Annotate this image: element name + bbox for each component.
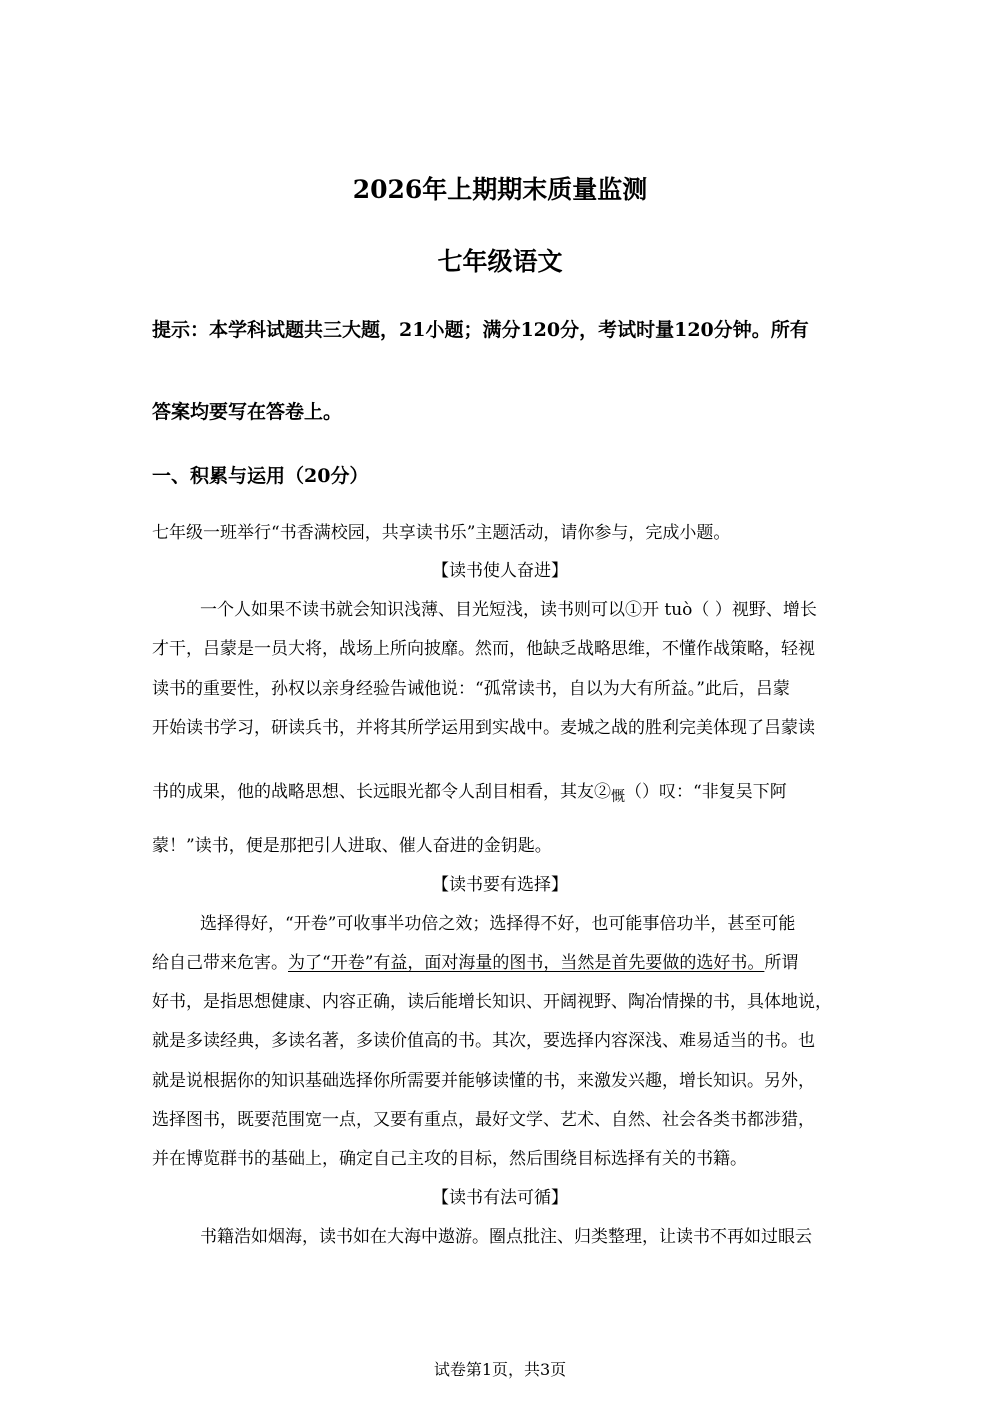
paragraph-line: 就是多读经典，多读名著，多读价值高的书。其次，要选择内容深浅、难易适当的书。也	[152, 1031, 815, 1051]
notice-line-1: 提示：本学科试题共三大题，21小题；满分120分，考试时量120分钟。所有	[152, 319, 809, 341]
part1-heading: 【读书使人奋进】	[432, 561, 568, 581]
line-text: 书的成果，他的战略思想、长远眼光都令人刮目相看，其友②	[152, 782, 611, 802]
line-text: 所谓	[764, 953, 799, 973]
paragraph-line: 才干，吕蒙是一员大将，战场上所向披靡。然而，他缺乏战略思维，不懂作战策略，轻视	[152, 639, 815, 659]
line-text: （）叹：“非复吴下阿	[625, 782, 787, 802]
paragraph-line: 蒙！”读书，便是那把引人进取、催人奋进的金钥匙。	[152, 836, 552, 856]
paragraph-line: 书籍浩如烟海，读书如在大海中遨游。圈点批注、归类整理，让读书不再如过眼云	[200, 1227, 812, 1247]
paragraph-line: 选择得好，“开卷”可收事半功倍之效；选择得不好，也可能事倍功半，甚至可能	[200, 914, 796, 934]
exam-title: 2026年上期期末质量监测	[352, 175, 648, 204]
underlined-sentence: 为了“开卷”有益，面对海量的图书，当然是首先要做的选好书。	[288, 953, 765, 973]
paragraph-line: 并在博览群书的基础上，确定自己主攻的目标，然后围绕目标选择有关的书籍。	[152, 1149, 747, 1169]
paragraph-line: 好书，是指思想健康、内容正确，读后能增长知识、开阔视野、陶冶情操的书，具体地说，	[152, 992, 832, 1012]
page-number: 试卷第1页，共3页	[433, 1360, 567, 1379]
part3-heading: 【读书有法可循】	[432, 1188, 568, 1208]
section-heading: 一、积累与运用（20分）	[152, 465, 369, 487]
paragraph-line: 一个人如果不读书就会知识浅薄、目光短浅，读书则可以①开 tuò（ ）视野、增长	[200, 600, 817, 620]
paragraph-line	[152, 948, 852, 973]
paragraph-line	[152, 777, 852, 805]
paragraph-line: 读书的重要性，孙权以亲身经验告诫他说：“孤常读书，自以为大有所益。”此后，吕蒙	[152, 679, 790, 699]
section-intro: 七年级一班举行“书香满校园，共享读书乐”主题活动，请你参与，完成小题。	[152, 523, 731, 543]
paragraph-line: 开始读书学习，研读兵书，并将其所学运用到实战中。麦城之战的胜利完美体现了吕蒙读	[152, 718, 815, 738]
part2-heading: 【读书要有选择】	[432, 875, 568, 895]
paragraph-line: 选择图书，既要范围宽一点，又要有重点，最好文学、艺术、自然、社会各类书都涉猎，	[152, 1110, 815, 1130]
notice-line-2: 答案均要写在答卷上。	[152, 401, 343, 423]
pinyin-target-char: 慨	[611, 789, 625, 805]
paragraph-line: 就是说根据你的知识基础选择你所需要并能够读懂的书，来激发兴趣，增长知识。另外，	[152, 1071, 815, 1091]
exam-subject: 七年级语文	[437, 247, 563, 276]
line-text: 给自己带来危害。	[152, 953, 288, 973]
